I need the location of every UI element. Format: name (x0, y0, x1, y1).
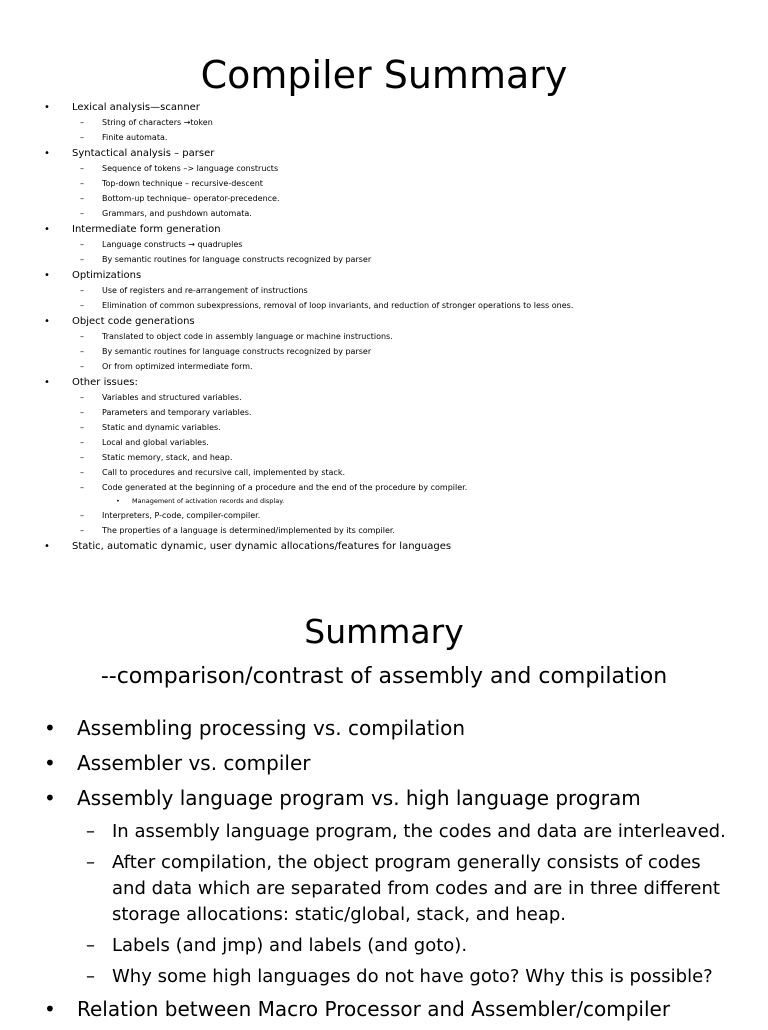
list-item (0, 206, 768, 221)
item-text: Labels (and jmp) and labels (and goto). (112, 935, 468, 956)
item-text: Code generated at the beginning of a procedure and the end of the procedure by compiler. (102, 483, 468, 492)
bullet-icon: • (44, 102, 50, 113)
dash-icon: – (80, 179, 84, 188)
item-text: Interpreters, P-code, compiler-compiler. (102, 511, 261, 520)
item-text: Use of registers and re-arrangement of instructions (102, 286, 308, 295)
list-item (0, 222, 768, 237)
list-item (0, 495, 768, 508)
item-text: Finite automata. (102, 133, 168, 142)
item-text: Grammars, and pushdown automata. (102, 209, 252, 218)
item-text: Elimination of common subexpressions, removal of loop invariants, and reduction of stronger operations to less ones. (102, 301, 574, 310)
bullet-icon: • (44, 270, 50, 281)
dash-icon: – (86, 821, 95, 842)
item-text: Language constructs → quadruples (102, 240, 243, 249)
list-item (0, 191, 768, 206)
dash-icon: – (80, 240, 84, 249)
dash-icon: – (80, 118, 84, 127)
dash-icon: – (86, 935, 95, 956)
item-text: By semantic routines for language constructs recognized by parser (102, 255, 372, 264)
list-item (0, 314, 768, 329)
list-item (0, 405, 768, 420)
list-item (0, 115, 768, 130)
dash-icon: – (80, 332, 84, 341)
item-text: After compilation, the object program generally consists of codes and data which are separated from codes and are in three different storage allocations: static/global, stack, and heap. (112, 852, 720, 925)
comparison-list (0, 714, 768, 1030)
list-item (0, 420, 768, 435)
section-label: Object code generations (72, 316, 195, 327)
list-item (0, 508, 768, 523)
item-text: Variables and structured variables. (102, 393, 242, 402)
dash-icon: – (80, 408, 84, 417)
item-text: Assembling processing vs. compilation (77, 716, 466, 740)
dash-icon: – (80, 164, 84, 173)
item-text: Sequence of tokens –> language constructs (102, 164, 279, 173)
section-label: Intermediate form generation (72, 224, 221, 235)
section-syntactical (0, 146, 768, 221)
item-text: The properties of a language is determined/implemented by its compiler. (102, 526, 395, 535)
dash-icon: – (80, 133, 84, 142)
list-item (0, 298, 768, 313)
list-item (0, 850, 768, 928)
list-item (0, 237, 768, 252)
section-intermediate (0, 222, 768, 267)
item-text: Assembly language program vs. high language program (77, 786, 641, 810)
list-item (0, 268, 768, 283)
list-item (0, 465, 768, 480)
item-text: String of characters →token (102, 118, 213, 127)
list-item (0, 359, 768, 374)
section-allocations (0, 539, 768, 554)
bullet-icon: • (44, 751, 56, 775)
dash-icon: – (80, 526, 84, 535)
item-text: Local and global variables. (102, 438, 209, 447)
section-label: Lexical analysis—scanner (72, 102, 200, 113)
slide-subtitle: --comparison/contrast of assembly and compilation (100, 664, 668, 689)
list-item (0, 964, 768, 990)
list-item (0, 480, 768, 495)
list-item (0, 749, 768, 777)
slide-summary-comparison (0, 570, 768, 1024)
item-text: Static memory, stack, and heap. (102, 453, 233, 462)
dash-icon: – (86, 966, 95, 987)
section-label: Other issues: (72, 377, 138, 388)
list-item (0, 283, 768, 298)
bullet-icon: • (44, 224, 50, 235)
dash-icon: – (80, 301, 84, 310)
dash-icon: – (80, 483, 84, 492)
list-item (0, 539, 768, 554)
slide-title: Summary (304, 612, 464, 651)
item-text: Assembler vs. compiler (77, 751, 311, 775)
bullet-icon: • (44, 541, 50, 552)
item-text: Top-down technique – recursive-descent (102, 179, 263, 188)
item-text: Relation between Macro Processor and Assembler/compiler (77, 997, 671, 1021)
bullet-icon: • (44, 786, 56, 810)
list-item (0, 995, 768, 1023)
list-item (0, 714, 768, 742)
bullet-icon: • (44, 716, 56, 740)
dash-icon: – (80, 194, 84, 203)
dash-icon: – (80, 393, 84, 402)
bullet-icon: • (44, 148, 50, 159)
list-item (0, 146, 768, 161)
list-item (0, 252, 768, 267)
item-text: Parameters and temporary variables. (102, 408, 252, 417)
dash-icon: – (80, 362, 84, 371)
list-item (0, 450, 768, 465)
dash-icon: – (80, 209, 84, 218)
dash-icon: – (80, 255, 84, 264)
item-text: Translated to object code in assembly language or machine instructions. (102, 332, 393, 341)
item-text: Static and dynamic variables. (102, 423, 221, 432)
list-item (0, 375, 768, 390)
list-item (0, 435, 768, 450)
list-item (0, 176, 768, 191)
section-label: Static, automatic dynamic, user dynamic allocations/features for languages (72, 541, 452, 552)
dash-icon: – (86, 852, 95, 873)
dash-icon: – (80, 468, 84, 477)
list-item (0, 161, 768, 176)
list-item (0, 329, 768, 344)
section-object-code (0, 314, 768, 374)
dash-icon: – (80, 286, 84, 295)
list-item (0, 390, 768, 405)
section-label: Optimizations (72, 270, 142, 281)
dash-icon: – (80, 453, 84, 462)
item-text: By semantic routines for language constructs recognized by parser (102, 347, 372, 356)
item-text: In assembly language program, the codes and data are interleaved. (112, 821, 726, 842)
dash-icon: – (80, 423, 84, 432)
bullet-icon: • (44, 377, 50, 388)
dash-icon: – (80, 347, 84, 356)
list-item (0, 933, 768, 959)
list-item (0, 344, 768, 359)
list-item (0, 130, 768, 145)
list-item (0, 100, 768, 115)
item-text: Bottom-up technique– operator-precedence. (102, 194, 280, 203)
item-text: Call to procedures and recursive call, implemented by stack. (102, 468, 345, 477)
section-other-issues (0, 375, 768, 538)
bullet-icon: • (44, 997, 56, 1021)
list-item (0, 819, 768, 845)
section-optimizations (0, 268, 768, 313)
dash-icon: – (80, 511, 84, 520)
bullet-icon: • (44, 316, 50, 327)
section-label: Syntactical analysis – parser (72, 148, 215, 159)
compiler-summary-list (0, 100, 768, 555)
small-bullet-icon: • (116, 497, 120, 505)
list-item (0, 784, 768, 812)
list-item (0, 523, 768, 538)
slide-title: Compiler Summary (200, 53, 568, 97)
dash-icon: – (80, 438, 84, 447)
item-text: Management of activation records and display. (132, 497, 285, 505)
item-text: Or from optimized intermediate form. (102, 362, 253, 371)
item-text: Why some high languages do not have goto? Why this is possible? (112, 966, 713, 987)
section-lexical (0, 100, 768, 145)
